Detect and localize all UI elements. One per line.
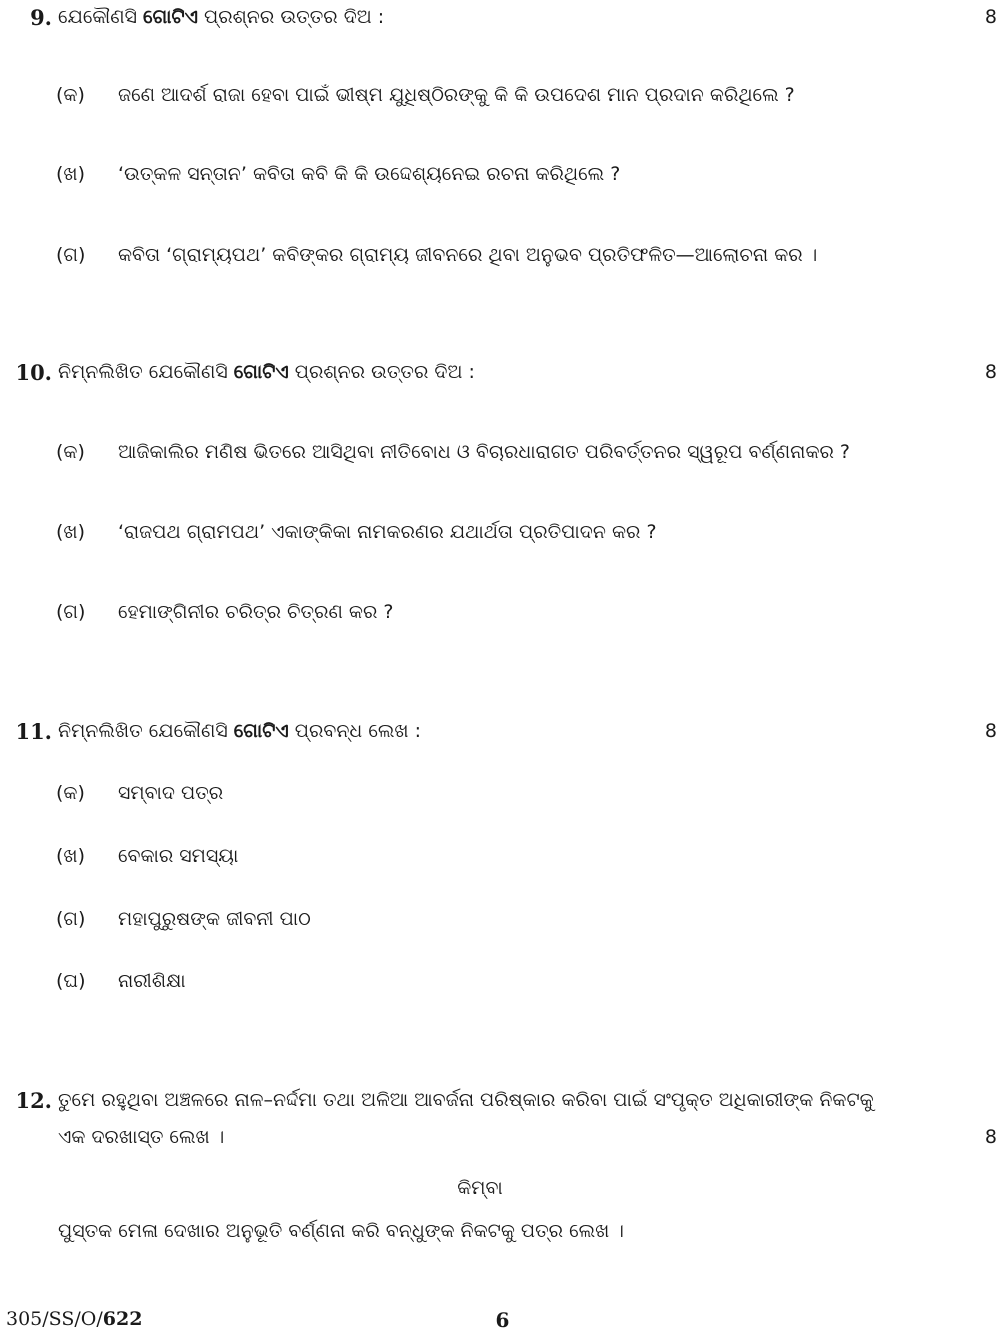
question-emphasis: ଗୋଟିଏ [233,720,289,742]
option-text: ବେକାର ସମସ୍ୟା [118,845,239,867]
option-text: ମହାପୁରୁଷଙ୍କ ଜୀବନୀ ପାଠ [118,908,311,930]
paper-code-prefix: 305/SS/O/ [6,1308,103,1330]
question-text-line-1: ତୁମେ ରହୁଥିବା ଅଞ୍ଚଳରେ ନାଳ–ନର୍ଦ୍ଦମା ତଥା ଅଳିଆ ଆବର୍ଜନା ପରିଷ୍କାର କରିବା ପାଇଁ ସଂପୃକ୍ତ ଅଧିକାରୀଙ୍କ ନିକଟକୁ [58,1089,874,1111]
question-suffix: ପ୍ରଶ୍ନର ଉତ୍ତର ଦିଅ : [198,6,385,28]
option-label: (ଘ) [56,970,86,992]
question-marks: 8 [984,6,997,28]
question-prefix: ନିମ୍ନଲିଖିତ ଯେକୌଣସି [58,720,234,742]
question-marks: 8 [984,361,997,383]
option-text: ସମ୍ବାଦ ପତ୍ର [118,782,224,804]
question-emphasis: ଗୋଟିଏ [233,361,289,383]
option-label: (ଗ) [56,244,86,266]
question-number: 10. [15,360,52,385]
option-text: ‘ରାଜପଥ ଗ୍ରାମପଥ’ ଏକାଙ୍କିକା ନାମକରଣର ଯଥାର୍ଥତା ପ୍ରତିପାଦନ କର ? [118,521,657,543]
option-text: ଆଜିକାଲିର ମଣିଷ ଭିତରେ ଆସିଥିବା ନୀତିବୋଧ ଓ ବିଚାରଧାରାଗତ ପରିବର୍ତ୍ତନର ସ୍ୱରୂପ ବର୍ଣ୍ଣନାକର ? [118,441,851,463]
alternative-question-text: ପୁସ୍ତକ ମେଳା ଦେଖାର ଅନୁଭୂତି ବର୍ଣ୍ଣନା କରି ବନ୍ଧୁଙ୍କ ନିକଟକୁ ପତ୍ର ଲେଖ । [58,1220,624,1242]
option-text: କବିତା ‘ଗ୍ରାମ୍ୟପଥ’ କବିଙ୍କର ଗ୍ରାମ୍ୟ ଜୀବନରେ ଥିବା ଅନୁଭବ ପ୍ରତିଫଳିତ—ଆଲୋଚନା କର । [118,244,818,266]
option-label: (କ) [56,782,85,804]
question-suffix: ପ୍ରଶ୍ନର ଉତ୍ତର ଦିଅ : [288,361,475,383]
question-text-line-2: ଏକ ଦରଖାସ୍ତ ଲେଖ । [58,1126,225,1148]
question-number: 12. [15,1088,52,1113]
page-number: 6 [495,1308,510,1332]
question-text [58,6,384,28]
question-marks: 8 [984,1126,997,1148]
option-text: ନାରୀଶିକ୍ଷା [118,970,186,992]
or-divider: କିମ୍ବା [457,1177,503,1199]
question-suffix: ପ୍ରବନ୍ଧ ଲେଖ : [288,720,422,742]
option-label: (କ) [56,441,85,463]
question-number: 9. [30,5,52,30]
question-prefix: ନିମ୍ନଲିଖିତ ଯେକୌଣସି [58,361,234,383]
option-text: ଜଣେ ଆଦର୍ଶ ରାଜା ହେବା ପାଇଁ ଭୀଷ୍ମ ଯୁଧିଷ୍ଠିରଙ୍କୁ କି କି ଉପଦେଶ ମାନ ପ୍ରଦାନ କରିଥିଲେ ? [118,84,795,106]
option-label: (ଖ) [56,163,86,185]
option-label: (ଗ) [56,601,86,623]
option-text: ‘ଉତ୍କଳ ସନ୍ତାନ’ କବିତା କବି କି କି ଉଦ୍ଦେଶ୍ୟନେଇ ରଚନା କରିଥିଲେ ? [118,163,621,185]
paper-code-number: 622 [102,1308,143,1330]
question-text [58,361,475,383]
question-marks: 8 [984,720,997,742]
option-label: (ଖ) [56,521,86,543]
option-text: ହେମାଙ୍ଗିନୀର ଚରିତ୍ର ଚିତ୍ରଣ କର ? [118,601,394,623]
question-emphasis: ଗୋଟିଏ [143,6,199,28]
option-label: (ଗ) [56,908,86,930]
option-label: (ଖ) [56,845,86,867]
question-text [58,720,421,742]
question-number: 11. [15,719,52,744]
option-label: (କ) [56,84,85,106]
question-prefix: ଯେକୌଣସି [58,6,144,28]
